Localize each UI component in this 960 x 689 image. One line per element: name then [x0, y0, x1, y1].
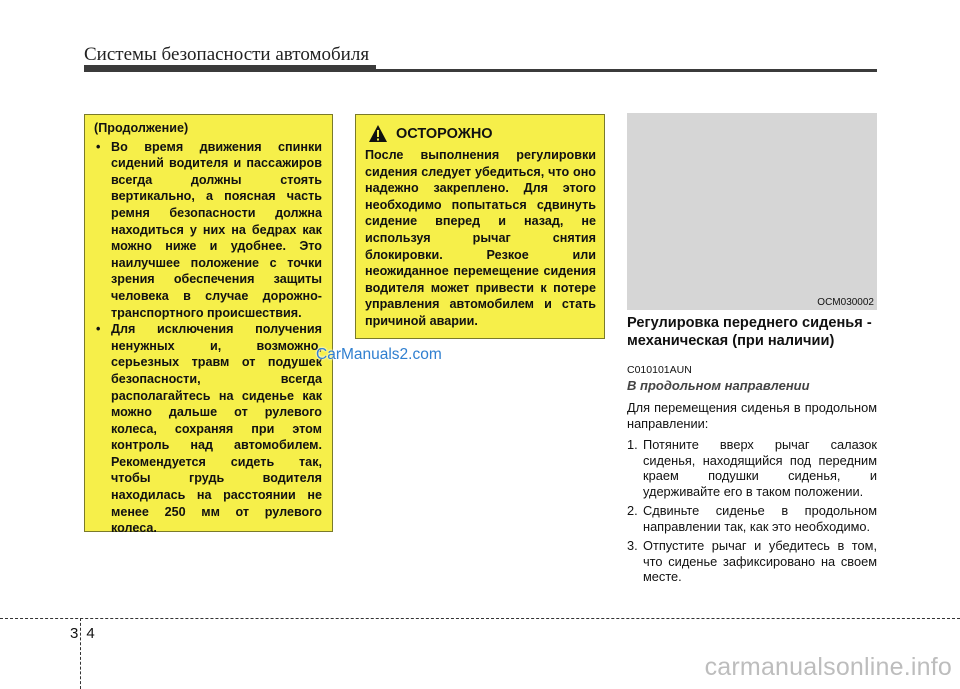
page-index: 4 [86, 625, 95, 642]
site-watermark: carmanualsonline.info [704, 653, 952, 681]
warning-triangle-icon [368, 124, 388, 144]
photo-code: OCM030002 [817, 297, 874, 308]
warning-box [355, 114, 605, 339]
continued-note-box [84, 114, 333, 536]
step-item [627, 437, 877, 499]
seat-adjustment-section [627, 315, 877, 589]
step-text: Отпустите рычаг и убедитесь в том, что сиденье зафиксировано на своем месте. [643, 538, 877, 584]
note-bullet-item: • Во время движения спинки сидений водителя и пассажиров всегда должны стоять вертикально, а поясная часть ремня безопасности должна находиться у них на бедрах как можно ниже и удобнее. Это наилучшее положение с точки зрения обеспечения защиты человека в случае дорожно-транспортного происшествия. [94, 139, 322, 322]
seat-photo [627, 113, 877, 310]
warning-header [365, 124, 596, 144]
step-number: 1. [627, 437, 638, 452]
section-title: Регулировка переднего сиденья - механическая (при наличии) [627, 315, 872, 349]
page-number [70, 625, 95, 642]
section-subtitle: В продольном направлении [627, 378, 810, 393]
step-number: 3. [627, 538, 638, 553]
step-item [627, 503, 877, 534]
warning-text: После выполнения регулировки сидения следует убедиться, что оно надежно закреплено. Для этого необходимо попытаться сдвинуть сидение вперед и назад, не используя рычаг снятия блокировки. Резкое или неожиданное перемещение сидения водителя может привести к потере управления автомобилем и стать причиной аварии. [365, 148, 596, 328]
step-text: Сдвиньте сиденье в продольном направлении так, как это необходимо. [643, 503, 877, 534]
section-intro: Для перемещения сиденья в продольном направлении: [627, 400, 877, 431]
step-text: Потяните вверх рычаг салазок сиденья, находящийся под передним краем подушки сиденья, и удерживайте его в таком положении. [643, 437, 877, 499]
header-rule-thin [376, 69, 877, 72]
note-bullet-list [94, 139, 322, 537]
page-chapter: 3 [70, 625, 79, 642]
step-number: 2. [627, 503, 638, 518]
carmanuals-watermark-link[interactable]: CarManuals2.com [316, 346, 442, 363]
note-bullet-item: • Для исключения получения ненужных и, возможно, серьезных травм от подушек безопасности, всегда располагайтесь на сиденье как можно дальше от рулевого колеса, сохраняя при этом контроль над автомобилем. Рекомендуется сидеть так, чтобы грудь водителя находилась на расстоянии не менее 250 мм от рулевого колеса. [94, 321, 322, 537]
continued-label: (Продолжение) [94, 121, 189, 135]
footer-divider [0, 618, 960, 619]
step-list [627, 437, 877, 585]
step-item [627, 538, 877, 585]
header-rule-thick [84, 65, 376, 72]
section-code: C010101AUN [627, 364, 692, 376]
warning-title: ОСТОРОЖНО [396, 125, 493, 142]
page-header-title: Системы безопасности автомобиля [84, 44, 370, 65]
